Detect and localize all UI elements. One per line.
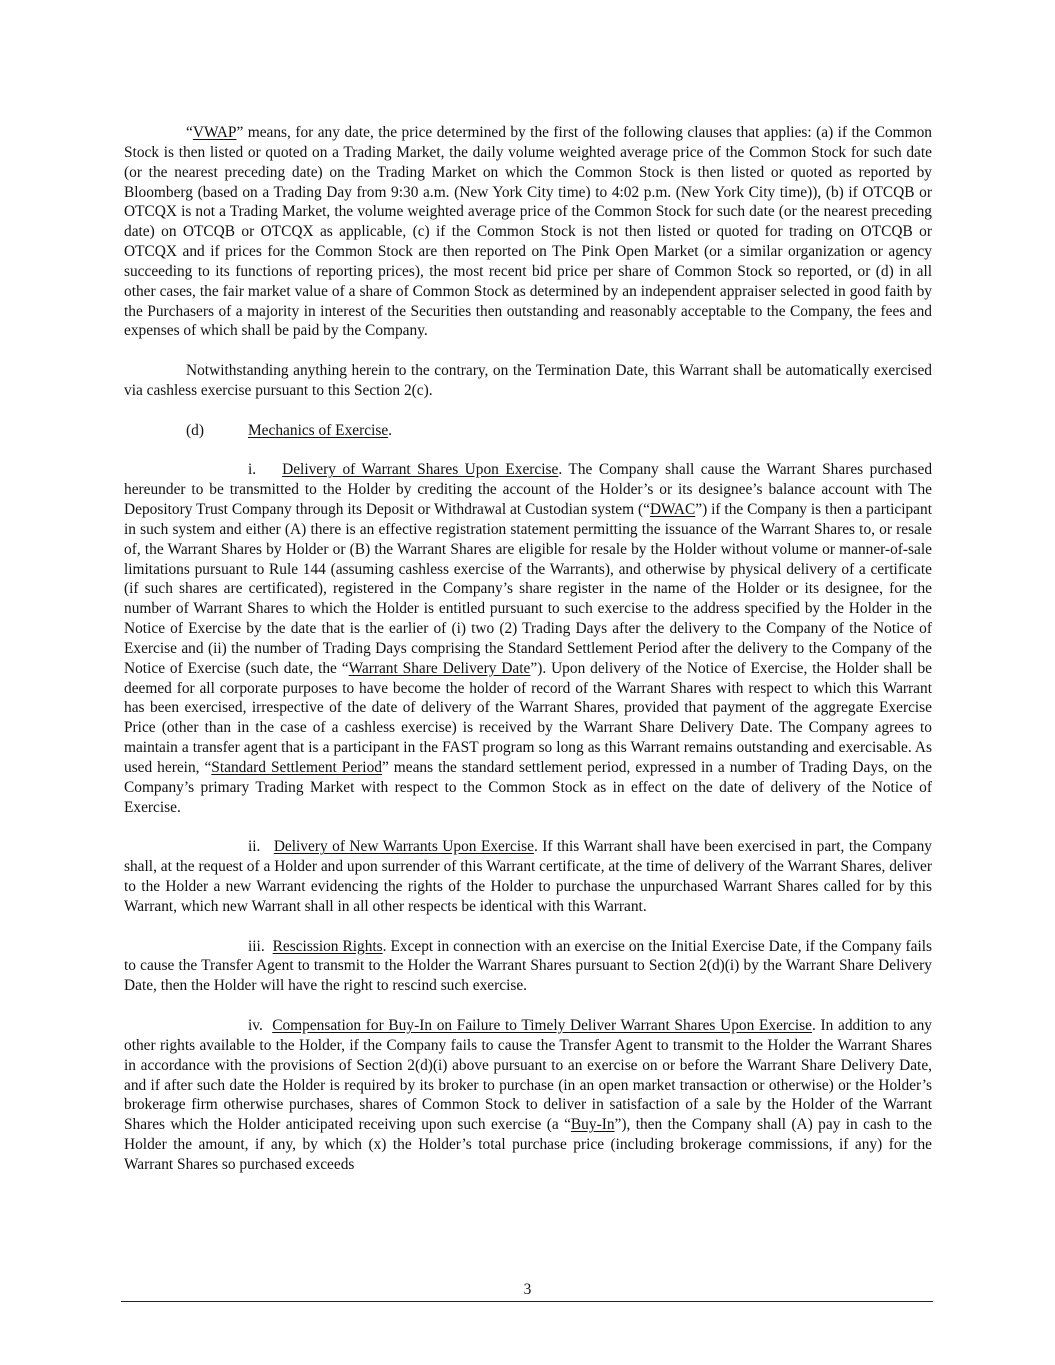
item-iii-paragraph bbox=[124, 937, 932, 997]
item-iii-text: . Except in connection with an exercise on the Initial Exercise Date, if the Company fails to cause the Transfer Agent to transmit to the Holder the Warrant Shares pursuant to Section 2(d)(i) by the Warrant Share Delivery Date, then the Holder will have the right to rescind such exercise. bbox=[124, 937, 932, 995]
standard-settlement-period-term: Standard Settlement Period bbox=[211, 759, 382, 776]
item-i-text-2: ”) if the Company is then a participant in such system and either (A) there is an effective registration statement permitting the issuance of the Warrant Shares to, or resale of, the Warrant Shares by Holder or (B) the Warrant Shares are eligible for resale by the Holder without volume or manner-of-sale limitations pursuant to Rule 144 (assuming cashless exercise of the Warrants), and otherwise by physical delivery of a certificate (if such shares are certificated), registered in the Company’s share register in the name of the Holder or its designee, for the number of Warrant Shares to which the Holder is entitled pursuant to such exercise to the address specified by the Holder in the Notice of Exercise by the date that is the earlier of (i) two (2) Trading Days after the delivery to the Company of the Notice of Exercise and (ii) the number of Trading Days comprising the Standard Settlement Period after the delivery to the Company of the Notice of Exercise (such date, the “ bbox=[124, 501, 932, 677]
dwac-term: DWAC bbox=[649, 501, 696, 519]
item-iv-paragraph bbox=[124, 1016, 932, 1175]
page-number: 3 bbox=[523, 1281, 532, 1298]
item-iii-heading: Rescission Rights bbox=[272, 937, 383, 955]
section-d-number: (d) bbox=[186, 421, 204, 439]
item-iv-heading: Compensation for Buy-In on Failure to Timely Deliver Warrant Shares Upon Exercise bbox=[272, 1016, 812, 1034]
item-ii-heading: Delivery of New Warrants Upon Exercise bbox=[273, 838, 534, 856]
item-ii-text: . If this Warrant shall have been exercised in part, the Company shall, at the request of a Holder and upon surrender of this Warrant certificate, at the time of delivery of the Warrant Shares, deliver to the Holder a new Warrant evidencing the rights of the Holder to purchase the unpurchased Warrant Shares called for by this Warrant, which new Warrant shall in all other respects be identical with this Warrant. bbox=[124, 838, 932, 915]
item-iv-numeral: iv. bbox=[248, 1016, 263, 1034]
vwap-term: VWAP bbox=[192, 124, 237, 141]
warrant-share-delivery-date-term: Warrant Share Delivery Date bbox=[348, 659, 531, 677]
item-i-heading: Delivery of Warrant Shares Upon Exercise bbox=[282, 461, 559, 479]
item-i-text-3: ”). Upon delivery of the Notice of Exercise, the Holder shall be deemed for all corporate purposes to have become the holder of record of the Warrant Shares with respect to which this Warrant has been exercised, irrespective of the date of delivery of the Warrant Shares, provided that payment of the aggregate Exercise Price (other than in the case of a cashless exercise) is received by the Warrant Share Delivery Date. The Company agrees to maintain a transfer agent that is a participant in the FAST program so long as this Warrant remains outstanding and exercisable. As used herein, “ bbox=[124, 659, 932, 776]
vwap-definition-text: ” means, for any date, the price determined by the first of the following clauses that applies: (a) if the Common Stock is then listed or quoted on a Trading Market, the daily volume weighted average price of the Common Stock for such date (or the nearest preceding date) on the Trading Market on which the Common Stock is then listed or quoted as reported by Bloomberg (based on a Trading Day from 9:30 a.m. (New York City time) to 4:02 p.m. (New York City time)), (b) if OTCQB or OTCQX is not a Trading Market, the volume weighted average price of the Common Stock for such date (or the nearest preceding date) on OTCQB or OTCQX as applicable, (c) if the Common Stock is not then listed or quoted for trading on OTCQB or OTCQX and if prices for the Common Stock are then reported on The Pink Open Market (or a similar organization or agency succeeding to its functions of reporting prices), the most recent bid price per share of Common Stock so reported, or (d) in all other cases, the fair market value of a share of Common Stock as determined by an independent appraiser selected in good faith by the Purchasers of a majority in interest of the Securities then outstanding and reasonably acceptable to the Company, the fees and expenses of which shall be paid by the Company. bbox=[124, 124, 932, 340]
section-d-period: . bbox=[388, 421, 393, 439]
item-iv-text-2: ”), then the Company shall (A) pay in cash to the Holder the amount, if any, by which (x) the Holder’s total purchase price (including brokerage commissions, if any) for the Warrant Shares so purchased exceeds bbox=[124, 1116, 932, 1173]
open-quote: “ bbox=[186, 124, 193, 141]
item-iv-text-1: . In addition to any other rights available to the Holder, if the Company fails to cause the Transfer Agent to transmit to the Holder the Warrant Shares in accordance with the provisions of Section 2(d)(i) above pursuant to an exercise on or before the Warrant Share Delivery Date, and if after such date the Holder is required by its broker to purchase (in an open market transaction or otherwise) or the Holder’s brokerage firm otherwise purchases, shares of Common Stock to deliver in satisfaction of a sale by the Holder of the Warrant Shares which the Holder anticipated receiving upon such exercise (a “ bbox=[124, 1016, 932, 1134]
footer-divider bbox=[121, 1301, 933, 1302]
section-d-heading bbox=[124, 421, 932, 441]
buy-in-term: Buy-In bbox=[570, 1116, 615, 1134]
item-i-text-1: . The Company shall cause the Warrant Shares purchased hereunder to be transmitted to the Holder by crediting the account of the Holder’s or its designee’s balance account with The Depository Trust Company through its Deposit or Withdrawal at Custodian system (“ bbox=[124, 461, 933, 519]
item-i-text-4: ” means the standard settlement period, expressed in a number of Trading Days, on the Company’s primary Trading Market with respect to the Common Stock as in effect on the date of delivery of the Notice of Exercise. bbox=[124, 759, 932, 816]
section-d-title: Mechanics of Exercise bbox=[248, 421, 389, 439]
document-page bbox=[124, 123, 932, 1195]
item-i-numeral: i. bbox=[248, 461, 257, 479]
item-iii-numeral: iii. bbox=[248, 937, 265, 955]
vwap-definition-paragraph bbox=[124, 123, 932, 341]
item-i-paragraph bbox=[124, 460, 932, 817]
notwithstanding-paragraph: Notwithstanding anything herein to the contrary, on the Termination Date, this Warrant shall be automatically exercised via cashless exercise pursuant to this Section 2(c). bbox=[124, 362, 932, 399]
item-ii-paragraph bbox=[124, 837, 932, 916]
item-ii-numeral: ii. bbox=[248, 838, 261, 856]
